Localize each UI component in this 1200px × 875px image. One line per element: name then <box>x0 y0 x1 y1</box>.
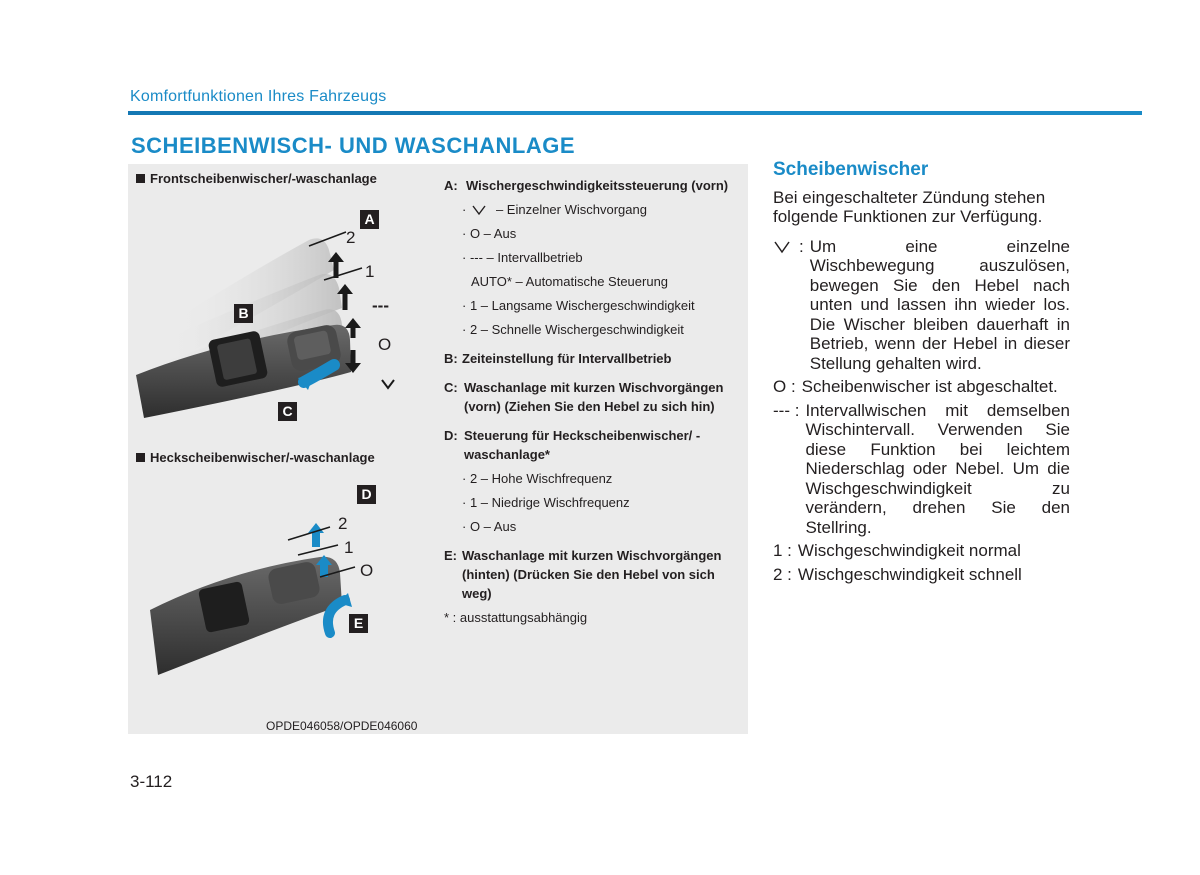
intro-paragraph: Bei eingeschalteter Zündung stehen folgende Funktionen zur Verfügung. <box>773 187 1046 226</box>
legend-item-b <box>444 349 744 368</box>
definition-term: 1 : <box>773 541 792 560</box>
page-number: 3-112 <box>130 772 173 791</box>
legend-title-e: Waschanlage mit kurzen Wischvorgängen (hinten) (Drücken Sie den Hebel von sich weg) <box>462 548 722 601</box>
callout-b: B <box>234 304 253 323</box>
rear-figure-label-text: Heckscheibenwischer/-waschanlage <box>150 450 375 465</box>
definition-term: --- : <box>773 400 800 420</box>
callout-d: D <box>357 485 376 504</box>
single-wipe-icon <box>472 204 486 216</box>
rear-mark-off: O <box>360 561 374 580</box>
definition-speed-2 <box>773 565 1070 585</box>
rear-mark-1: 1 <box>344 538 354 557</box>
legend-footnote: * : ausstattungsabhängig <box>444 610 588 625</box>
legend-item-a <box>444 176 744 195</box>
legend-item-e <box>444 546 744 603</box>
legend-key-a: A: <box>444 178 458 193</box>
front-mark-1: 1 <box>365 262 375 281</box>
definition-interval <box>773 401 1070 538</box>
definition-term: 2 : <box>773 564 792 584</box>
chapter-title: SCHEIBENWISCH- UND WASCHANLAGE <box>131 133 575 158</box>
front-figure-label <box>136 171 377 186</box>
legend-a-auto: AUTO* – Automatische Steuerung <box>471 274 669 289</box>
definition-text: Scheibenwischer ist abgeschaltet. <box>801 377 1058 396</box>
rear-figure-label <box>136 450 375 465</box>
callout-e: E <box>349 614 368 633</box>
front-figure-label-text: Frontscheibenwischer/-waschanlage <box>150 171 377 186</box>
square-bullet-icon <box>136 453 145 462</box>
single-wipe-icon <box>773 240 791 254</box>
legend-key-e: E: <box>444 548 457 563</box>
subsection-heading: Scheibenwischer <box>773 159 929 180</box>
header-rule-accent <box>128 111 440 115</box>
definition-text: Um eine einzelne Wischbewegung auszulösen, bewegen Sie den Hebel nach unten und lassen ihn wieder los. Die Wischer bleiben dauerhaft in Betrieb, wenn der Hebel in dieser Stellung gehalten wird. <box>809 236 1070 373</box>
right-column <box>773 160 1070 588</box>
definition-term: O : <box>773 377 796 396</box>
running-header-title: Komfortfunktionen Ihres Fahrzeugs <box>130 88 387 105</box>
front-mark-interval: --- <box>372 296 389 315</box>
callout-c: C <box>278 402 297 421</box>
callout-a: A <box>360 210 379 229</box>
definition-term: : <box>799 236 804 256</box>
legend-a-slow: · 1 – Langsame Wischergeschwindigkeit <box>462 298 695 313</box>
front-mark-off: O <box>378 335 392 354</box>
definition-single-wipe <box>773 237 1070 374</box>
legend-sub-item: · – Einzelner Wischvorgang <box>462 202 647 217</box>
legend-title-d: Steuerung für Heckscheibenwischer/ -waschanlage* <box>464 428 701 462</box>
legend-key-c: C: <box>444 380 458 395</box>
legend-title-c: Waschanlage mit kurzen Wischvorgängen (vorn) (Ziehen Sie den Hebel zu sich hin) <box>464 380 724 414</box>
square-bullet-icon <box>136 174 145 183</box>
legend-item-d <box>444 426 744 464</box>
legend-d-low: · 1 – Niedrige Wischfrequenz <box>462 495 630 510</box>
definition-text: Intervallwischen mit demselben Wischintervall. Verwenden Sie diese Funktion bei leichtem Niederschlag oder Nebel. Um die Wischgeschwindigkeit zu verändern, drehen Sie den Stellring. <box>805 400 1070 537</box>
definition-off <box>773 377 1070 397</box>
definition-text: Wischgeschwindigkeit normal <box>797 541 1021 560</box>
figure-caption: OPDE046058/OPDE046060 <box>266 719 418 733</box>
legend-key-b: B: <box>444 351 458 366</box>
legend-item-c <box>444 378 744 416</box>
legend-d-high: · 2 – Hohe Wischfrequenz <box>462 471 613 486</box>
legend-key-d: D: <box>444 428 458 443</box>
rear-mark-2: 2 <box>338 514 348 533</box>
front-mark-2: 2 <box>346 228 356 247</box>
legend-title-b: Zeiteinstellung für Intervallbetrieb <box>462 351 672 366</box>
legend-a-single: – Einzelner Wischvorgang <box>495 202 647 217</box>
legend-a-interval: · --- – Intervallbetrieb <box>462 250 583 265</box>
legend-d-off: · O – Aus <box>462 519 517 534</box>
legend-title-a: Wischergeschwindigkeitssteuerung (vorn) <box>466 178 729 193</box>
single-wipe-icon <box>381 378 395 390</box>
legend-a-off: · O – Aus <box>462 226 517 241</box>
definition-speed-1 <box>773 541 1070 561</box>
definition-text: Wischgeschwindigkeit schnell <box>797 564 1022 584</box>
figure-legend <box>444 176 744 627</box>
legend-a-fast: · 2 – Schnelle Wischergeschwindigkeit <box>462 322 684 337</box>
